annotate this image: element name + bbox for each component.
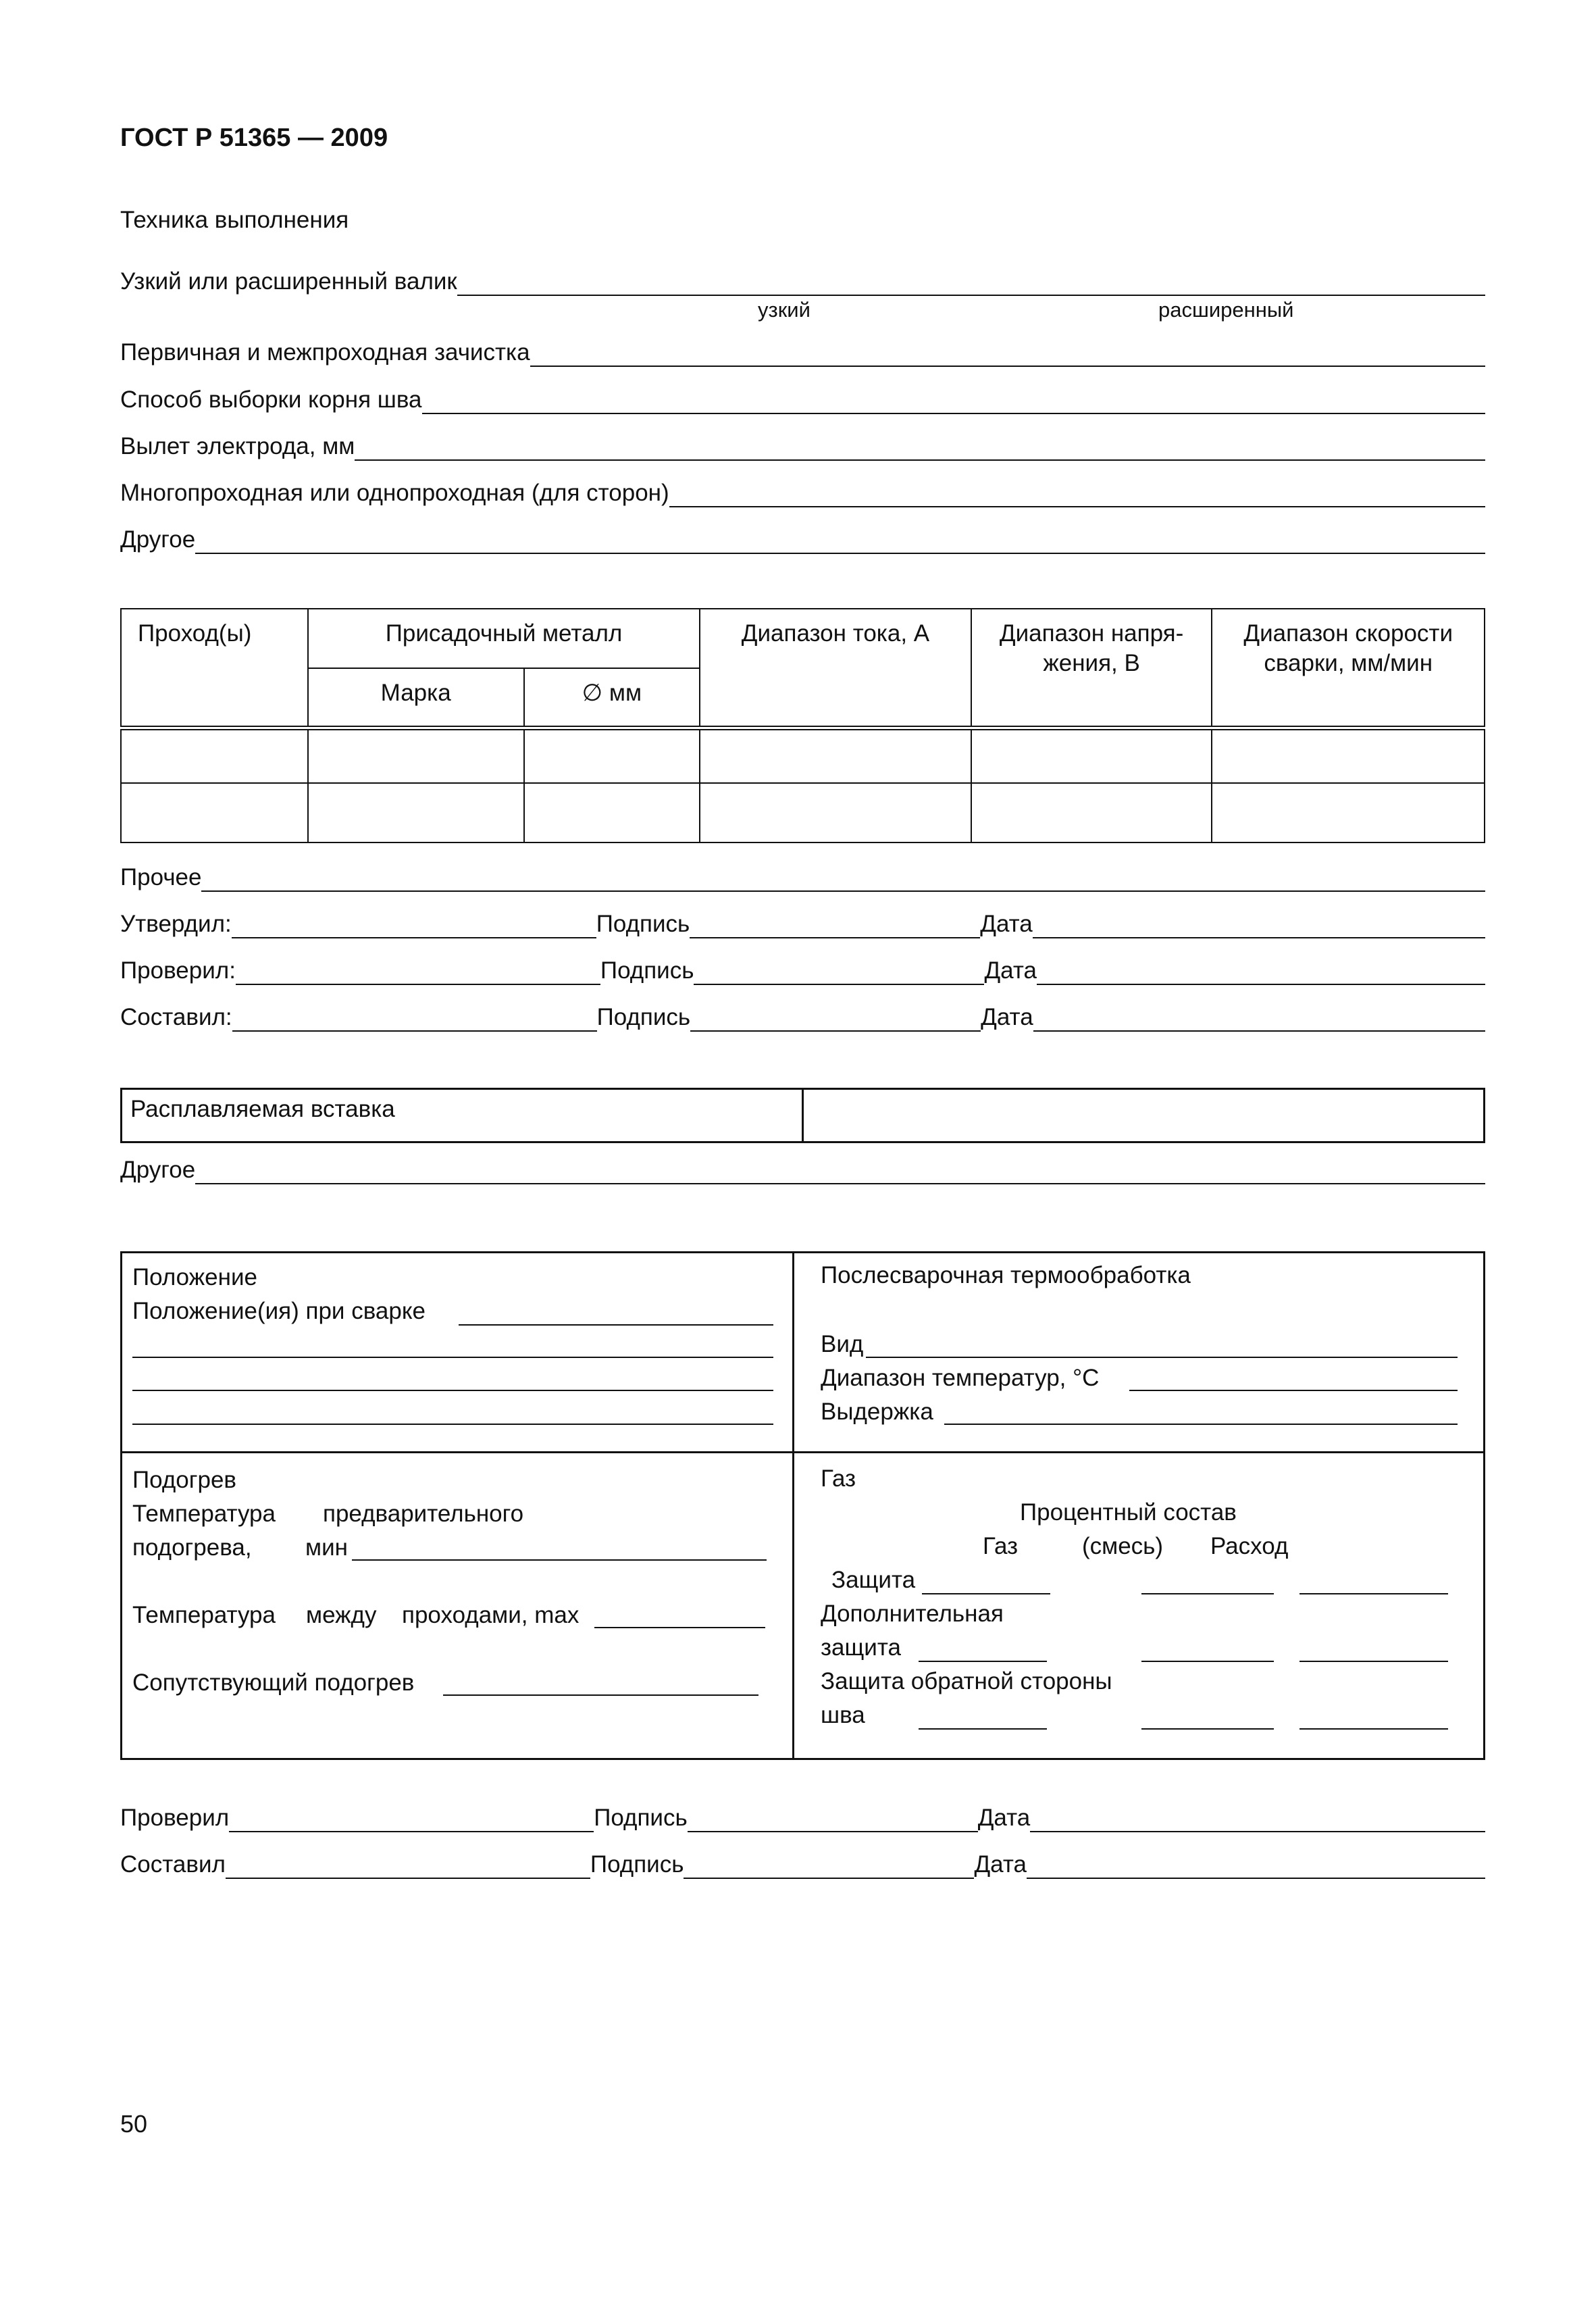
th-voltage: Диапазон напря-жения, В: [971, 609, 1212, 728]
position-heading: Положение: [132, 1264, 257, 1290]
th-brand: Марка: [308, 668, 524, 728]
insert-label: Расплавляемая вставка: [130, 1096, 395, 1122]
gas-backing-gas[interactable]: [919, 1701, 1047, 1730]
gas-shield-label: Защита: [831, 1567, 916, 1593]
page-number: 50: [120, 2110, 148, 2138]
gas-heading: Газ: [821, 1465, 856, 1492]
gas-trailing-line1: Дополнительная: [821, 1601, 1004, 1627]
cleaning-row: [120, 334, 1485, 367]
params-table: [120, 608, 1485, 843]
bead-sub-narrow: узкий: [758, 298, 810, 322]
compiled-label: Составил:: [120, 1004, 232, 1030]
positions-line-2[interactable]: [132, 1330, 773, 1358]
checked2-sign-label: Подпись: [594, 1805, 688, 1831]
gas-composition: Процентный состав: [1020, 1499, 1237, 1526]
approved-sign-field[interactable]: [690, 910, 980, 938]
checked-sign-field[interactable]: [694, 957, 984, 985]
root-label: Способ выборки корня шва: [120, 386, 422, 413]
insert-other-label: Другое: [120, 1157, 196, 1183]
gas-shield-gas[interactable]: [922, 1566, 1050, 1594]
insert-other-row: [120, 1152, 1485, 1184]
gas-trailing-line2: защита: [821, 1634, 901, 1661]
preheat-line2b: мин: [305, 1534, 348, 1561]
pwht-hold-label: Выдержка: [821, 1399, 933, 1425]
positions-line-3[interactable]: [132, 1363, 773, 1391]
preheat-heading: Подогрев: [132, 1467, 237, 1493]
th-diameter: ∅ мм: [524, 668, 700, 728]
concurrent-label: Сопутствующий подогрев: [132, 1669, 415, 1696]
gas-col-flow: Расход: [1210, 1533, 1289, 1559]
table-cell[interactable]: [121, 783, 308, 842]
compiled2-row: [120, 1846, 1485, 1879]
gas-shield-mix[interactable]: [1141, 1566, 1274, 1594]
table-cell[interactable]: [121, 728, 308, 783]
approved-date-field[interactable]: [1033, 910, 1485, 938]
bead-label: Узкий или расширенный валик: [120, 268, 457, 295]
checked2-sign-field[interactable]: [688, 1804, 978, 1832]
misc-field[interactable]: [201, 863, 1485, 892]
checked2-date-label: Дата: [977, 1805, 1031, 1831]
root-row: [120, 382, 1485, 414]
checked2-row: [120, 1800, 1485, 1832]
passes-field[interactable]: [669, 479, 1485, 507]
technique-heading: Техника выполнения: [120, 207, 349, 233]
misc-row: [120, 859, 1485, 892]
conditions-hdivider: [120, 1451, 1485, 1453]
insert-divider: [802, 1088, 804, 1143]
stickout-field[interactable]: [355, 432, 1485, 461]
compiled-sign-label: Подпись: [596, 1004, 691, 1030]
passes-label: Многопроходная или однопроходная (для сторон): [120, 480, 669, 506]
bead-field[interactable]: [457, 268, 1485, 296]
approved-date-label: Дата: [980, 911, 1033, 937]
interpass-b: между: [306, 1602, 377, 1628]
preheat-min-field[interactable]: [352, 1532, 767, 1561]
preheat-line2a: подогрева,: [132, 1534, 252, 1561]
checked-label: Проверил:: [120, 957, 236, 984]
preheat-line1b: предварительного: [323, 1501, 524, 1527]
th-pass: Проход(ы): [121, 609, 308, 728]
pwht-temp-field[interactable]: [1129, 1363, 1458, 1391]
compiled2-sign-field[interactable]: [684, 1851, 974, 1879]
th-speed: Диапазон скорости сварки, мм/мин: [1212, 609, 1485, 728]
bead-row: [120, 263, 1485, 296]
pwht-type-field[interactable]: [866, 1330, 1458, 1358]
positions-field[interactable]: [459, 1297, 773, 1326]
checked-row: [120, 953, 1485, 985]
compiled-date-label: Дата: [981, 1004, 1033, 1030]
approved-row: [120, 906, 1485, 938]
gas-shield-flow[interactable]: [1299, 1566, 1448, 1594]
stickout-label: Вылет электрода, мм: [120, 433, 355, 459]
cleaning-label: Первичная и межпроходная зачистка: [120, 339, 530, 366]
pwht-hold-field[interactable]: [944, 1397, 1458, 1425]
compiled-date-field[interactable]: [1033, 1003, 1485, 1032]
approved-name-field[interactable]: [232, 910, 596, 938]
positions-line-4[interactable]: [132, 1397, 773, 1425]
page-header-title: ГОСТ Р 51365 — 2009: [120, 124, 388, 152]
checked-sign-label: Подпись: [600, 957, 694, 984]
table-cell[interactable]: [700, 783, 971, 842]
gas-backing-mix[interactable]: [1141, 1701, 1274, 1730]
checked-date-field[interactable]: [1037, 957, 1485, 985]
table-cell[interactable]: [971, 783, 1212, 842]
root-field[interactable]: [422, 386, 1485, 414]
cleaning-field[interactable]: [530, 338, 1485, 367]
compiled2-label: Составил: [120, 1851, 226, 1878]
gas-backing-line2: шва: [821, 1702, 865, 1728]
stickout-row: [120, 428, 1485, 461]
compiled2-date-field[interactable]: [1027, 1851, 1485, 1879]
gas-backing-line1: Защита обратной стороны: [821, 1668, 1112, 1694]
interpass-field[interactable]: [594, 1600, 765, 1628]
technique-other-row: [120, 522, 1485, 554]
concurrent-field[interactable]: [443, 1667, 758, 1696]
gas-trailing-mix[interactable]: [1141, 1634, 1274, 1662]
pwht-type-label: Вид: [821, 1331, 864, 1357]
table-cell[interactable]: [308, 783, 524, 842]
compiled-row: [120, 999, 1485, 1032]
checked2-date-field[interactable]: [1030, 1804, 1485, 1832]
checked-name-field[interactable]: [236, 957, 600, 985]
technique-other-field[interactable]: [195, 526, 1485, 554]
misc-label: Прочее: [120, 864, 202, 890]
gas-col-gas: Газ: [983, 1533, 1019, 1559]
checked2-name-field[interactable]: [229, 1804, 594, 1832]
pwht-heading: Послесварочная термообработка: [821, 1262, 1191, 1288]
pwht-temp-label: Диапазон температур, °С: [821, 1365, 1100, 1391]
gas-trailing-gas[interactable]: [919, 1634, 1047, 1662]
preheat-line1a: Температура: [132, 1501, 276, 1527]
conditions-vdivider: [792, 1251, 794, 1760]
positions-label: Положение(ия) при сварке: [132, 1298, 426, 1324]
table-cell[interactable]: [971, 728, 1212, 783]
insert-value-cell[interactable]: [805, 1090, 1483, 1141]
compiled-name-field[interactable]: [232, 1003, 597, 1032]
gas-col-mix: (смесь): [1082, 1533, 1164, 1559]
table-cell[interactable]: [308, 728, 524, 783]
gas-backing-flow[interactable]: [1299, 1701, 1448, 1730]
insert-other-field[interactable]: [195, 1156, 1485, 1184]
approved-sign-label: Подпись: [596, 911, 690, 937]
table-cell[interactable]: [700, 728, 971, 783]
table-cell[interactable]: [524, 728, 700, 783]
th-current: Диапазон тока, А: [700, 609, 971, 728]
approved-label: Утвердил:: [120, 911, 232, 937]
technique-other-label: Другое: [120, 526, 196, 553]
table-cell[interactable]: [1212, 728, 1485, 783]
compiled2-date-label: Дата: [974, 1851, 1027, 1878]
gas-trailing-flow[interactable]: [1299, 1634, 1448, 1662]
interpass-c: проходами, max: [402, 1602, 580, 1628]
compiled2-name-field[interactable]: [226, 1851, 590, 1879]
compiled2-sign-label: Подпись: [590, 1851, 684, 1878]
th-filler: Присадочный металл: [308, 609, 700, 668]
checked2-label: Проверил: [120, 1805, 230, 1831]
interpass-a: Температура: [132, 1602, 276, 1628]
bead-sub-wide: расширенный: [1158, 298, 1294, 322]
table-cell[interactable]: [1212, 783, 1485, 842]
table-cell[interactable]: [524, 783, 700, 842]
checked-date-label: Дата: [984, 957, 1037, 984]
passes-row: [120, 475, 1485, 507]
compiled-sign-field[interactable]: [690, 1003, 981, 1032]
